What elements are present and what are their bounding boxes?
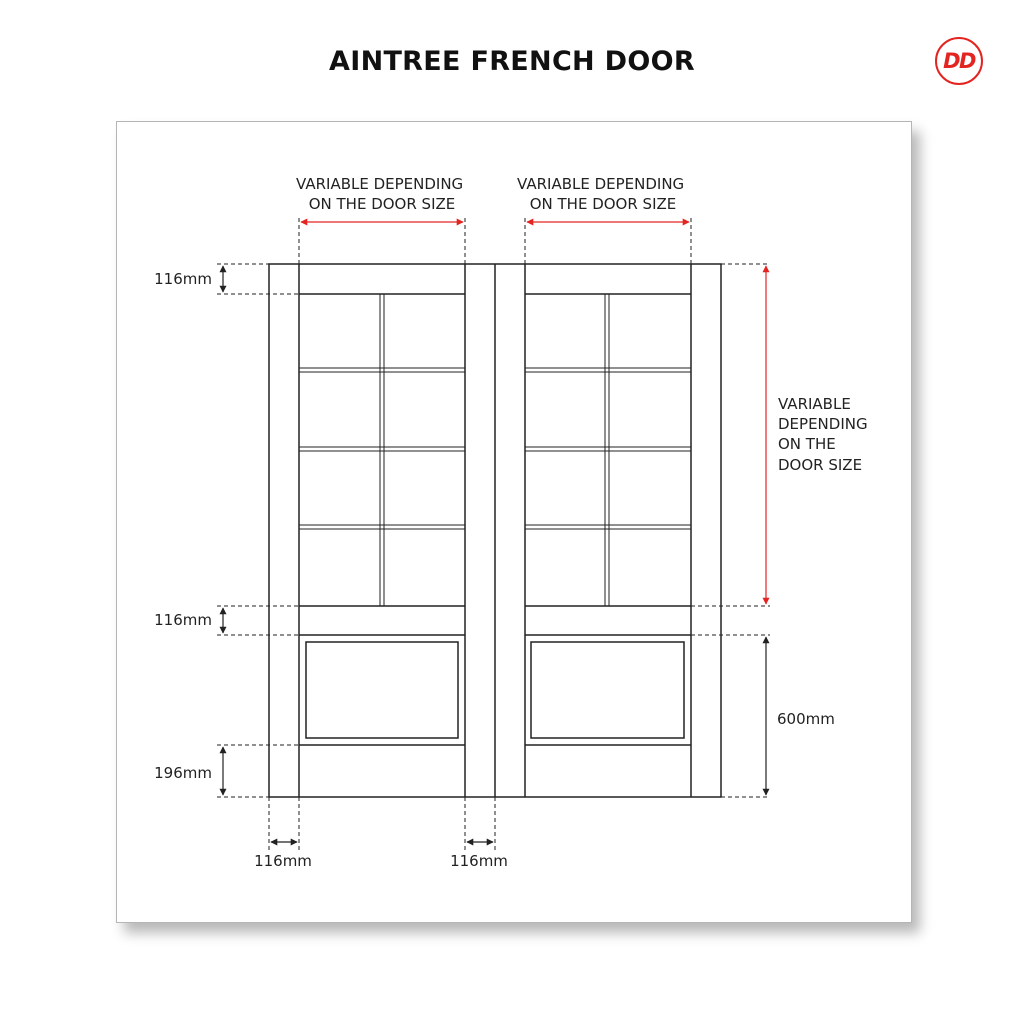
left-door-raised-panel — [306, 642, 458, 738]
door-outline — [269, 264, 721, 797]
label-panel-height: 600mm — [777, 710, 835, 728]
page-title: AINTREE FRENCH DOOR — [329, 46, 695, 77]
label-left-width: VARIABLE DEPENDING ON THE DOOR SIZE — [296, 175, 464, 213]
right-door-raised-panel — [531, 642, 684, 738]
label-bottom-rail: 196mm — [154, 764, 212, 782]
label-top-rail: 116mm — [154, 270, 212, 288]
label-left-stile: 116mm — [254, 852, 312, 870]
brand-logo-text: DD — [943, 49, 975, 73]
label-right-width: VARIABLE DEPENDING ON THE DOOR SIZE — [517, 175, 685, 213]
label-glazed-height: VARIABLE DEPENDING ON THE DOOR SIZE — [778, 395, 868, 474]
label-center-stile: 116mm — [450, 852, 508, 870]
extension-lines — [217, 218, 770, 850]
label-mid-rail: 116mm — [154, 611, 212, 629]
